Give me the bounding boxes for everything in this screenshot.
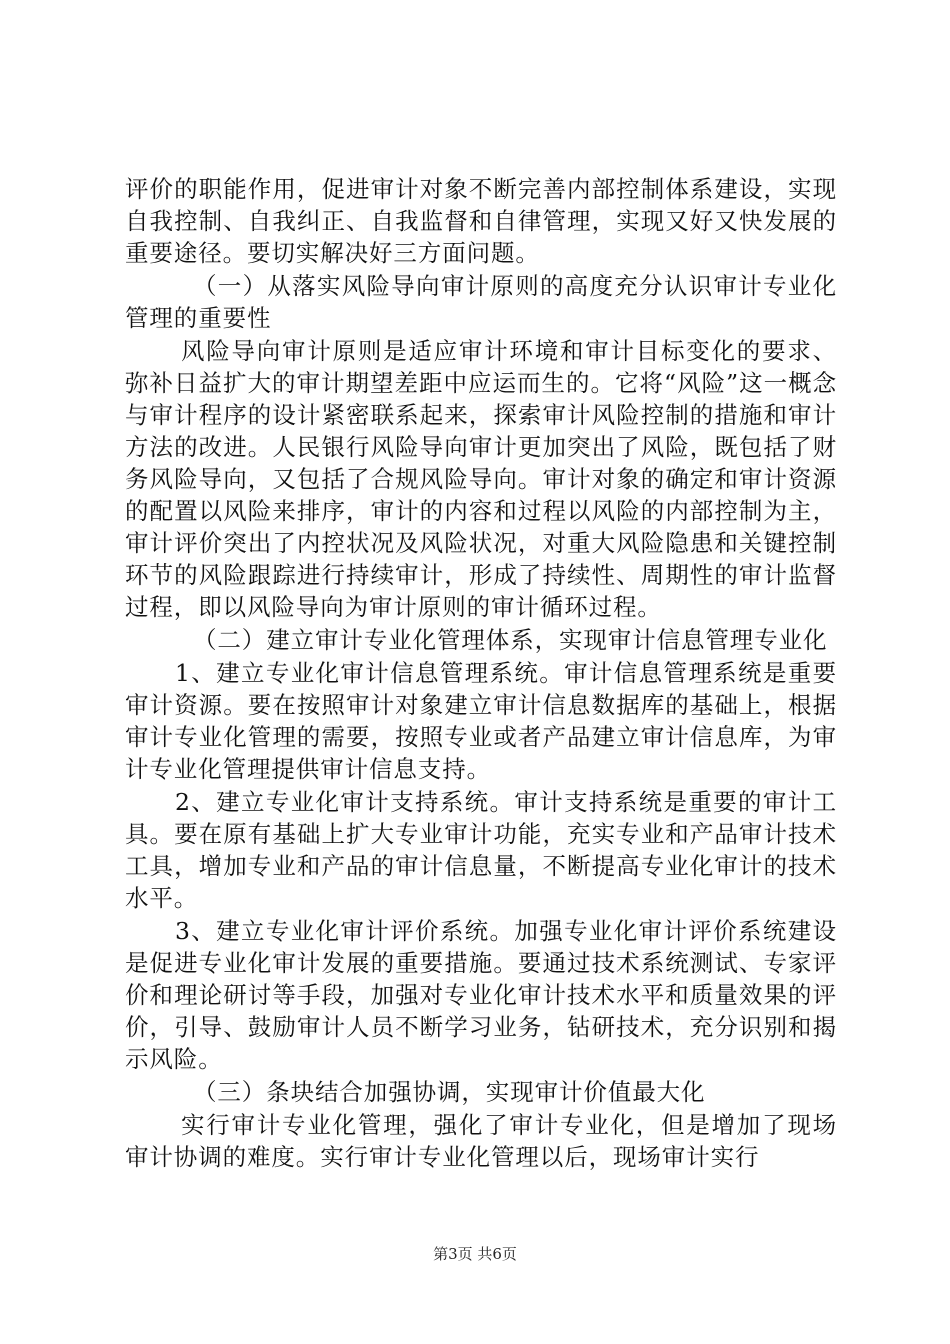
section-heading-1: （一）从落实风险导向审计原则的高度充分认识审计专业化管理的重要性 [125, 272, 837, 332]
document-body [125, 173, 837, 1173]
list-item-1: 1、建立专业化审计信息管理系统。审计信息管理系统是重要审计资源。要在按照审计对象建立审计信息数据库的基础上，根据审计专业化管理的需要，按照专业或者产品建立审计信息库，为审计专业化管理提供审计信息支持。 [125, 659, 837, 783]
page-footer: 第3页 共6页 [433, 1245, 517, 1263]
paragraph-risk-audit: 风险导向审计原则是适应审计环境和审计目标变化的要求、弥补日益扩大的审计期望差距中应运而生的。它将“风险”这一概念与审计程序的设计紧密联系起来，探索审计风险控制的措施和审计方法的改进。人民银行风险导向审计更加突出了风险，既包括了财务风险导向，又包括了合规风险导向。审计对象的确定和审计资源的配置以风险来排序，审计的内容和过程以风险的内部控制为主，审计评价突出了内控状况及风险状况，对重大风险隐患和关键控制环节的风险跟踪进行持续审计，形成了持续性、周期性的审计监督过程，即以风险导向为审计原则的审计循环过程。 [125, 337, 837, 621]
section-heading-3: （三）条块结合加强协调，实现审计价值最大化 [193, 1078, 706, 1106]
list-item-3: 3、建立专业化审计评价系统。加强专业化审计评价系统建设是促进专业化审计发展的重要措施。要通过技术系统测试、专家评价和理论研讨等手段，加强对专业化审计技术水平和质量效果的评价，引导、鼓励审计人员不断学习业务，钻研技术，充分识别和揭示风险。 [125, 917, 837, 1073]
list-item-2: 2、建立专业化审计支持系统。审计支持系统是重要的审计工具。要在原有基础上扩大专业审计功能，充实专业和产品审计技术工具，增加专业和产品的审计信息量，不断提高专业化审计的技术水平。 [125, 788, 837, 912]
paragraph-continuation: 评价的职能作用，促进审计对象不断完善内部控制体系建设，实现自我控制、自我纠正、自我监督和自律管理，实现又好又快发展的重要途径。要切实解决好三方面问题。 [125, 175, 837, 267]
section-heading-2: （二）建立审计专业化管理体系，实现审计信息管理专业化 [193, 626, 828, 654]
paragraph-coordination: 实行审计专业化管理，强化了审计专业化，但是增加了现场审计协调的难度。实行审计专业化管理以后，现场审计实行 [125, 1111, 837, 1171]
